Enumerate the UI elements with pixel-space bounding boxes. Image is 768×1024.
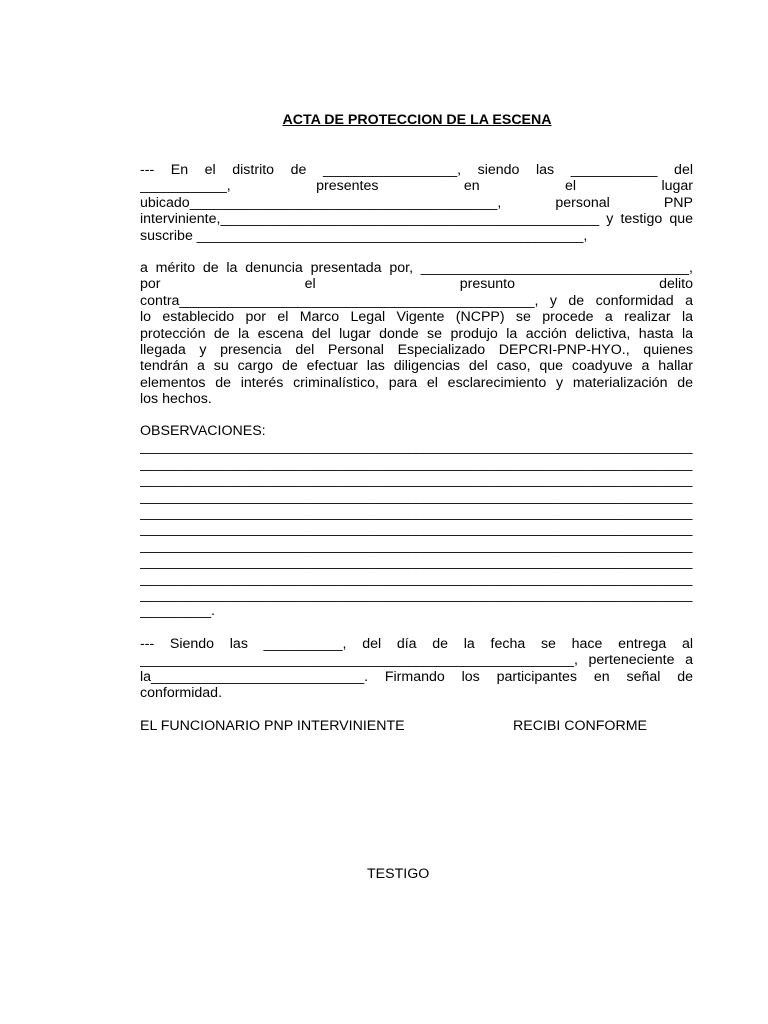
observaciones-line: ______________________________________________________________________ [140, 554, 693, 571]
observaciones-line: ______________________________________________________________________ [140, 586, 693, 603]
observaciones-line: ______________________________________________________________________ [140, 537, 693, 554]
paragraph-line: --- En el distrito de _________________, siendo las ___________ del [140, 162, 693, 178]
paragraph-denuncia [140, 260, 693, 408]
observaciones-line: ______________________________________________________________________ [140, 504, 693, 521]
signature-recibi-conforme: RECIBI CONFORME [513, 718, 647, 734]
observaciones-label: OBSERVACIONES: [140, 423, 266, 439]
paragraph-line: conformidad. [140, 685, 223, 702]
paragraph-line: _______________________________________________________, perteneciente a [140, 652, 693, 669]
paragraph-line: interviniente,________________________________________________ y testigo que [140, 211, 693, 228]
paragraph-entrega [140, 636, 693, 702]
observaciones-line: ______________________________________________________________________ [140, 570, 693, 587]
paragraph-line: a mérito de la denuncia presentada por, __________________________________, [140, 260, 693, 276]
paragraph-line: ubicado_______________________________________, personal PNP [140, 194, 693, 211]
paragraph-line: la___________________________. Firmando los participantes en señal de [140, 668, 693, 685]
signature-testigo: TESTIGO [367, 866, 430, 882]
paragraph-intro [140, 162, 693, 244]
observaciones-line: ______________________________________________________________________ [140, 472, 693, 489]
paragraph-line: --- Siendo las __________, del día de la fecha se hace entrega al [140, 636, 693, 652]
paragraph-line: llegada y presencia del Personal Especializado DEPCRI-PNP-HYO., quienes [140, 341, 693, 358]
paragraph-line: ___________, presentes en el lugar [140, 178, 693, 195]
observaciones-line: ______________________________________________________________________ [140, 455, 693, 472]
paragraph-line: lo establecido por el Marco Legal Vigente (NCPP) se procede a realizar la [140, 309, 693, 326]
paragraph-line: tendrán a su cargo de efectuar las diligencias del caso, que coadyuve a hallar [140, 358, 693, 375]
paragraph-line: suscribe _________________________________________________, [140, 227, 588, 244]
document-title: ACTA DE PROTECCION DE LA ESCENA [282, 112, 552, 128]
observaciones-line: ______________________________________________________________________ [140, 521, 693, 538]
observaciones-line: ______________________________________________________________________ [140, 488, 693, 505]
paragraph-line: los hechos. [140, 391, 212, 408]
signature-funcionario: EL FUNCIONARIO PNP INTERVINIENTE [140, 718, 405, 734]
observaciones-line: _________. [140, 603, 215, 620]
observaciones-section [140, 423, 693, 620]
observaciones-line: ______________________________________________________________________ [140, 439, 693, 456]
paragraph-line: elementos de interés criminalístico, para el esclarecimiento y materialización de [140, 374, 693, 391]
paragraph-line: contra_____________________________________________, y de conformidad a [140, 292, 693, 309]
paragraph-line: por el presunto delito [140, 276, 693, 293]
paragraph-line: protección de la escena del lugar donde se produjo la acción delictiva, hasta la [140, 325, 693, 342]
